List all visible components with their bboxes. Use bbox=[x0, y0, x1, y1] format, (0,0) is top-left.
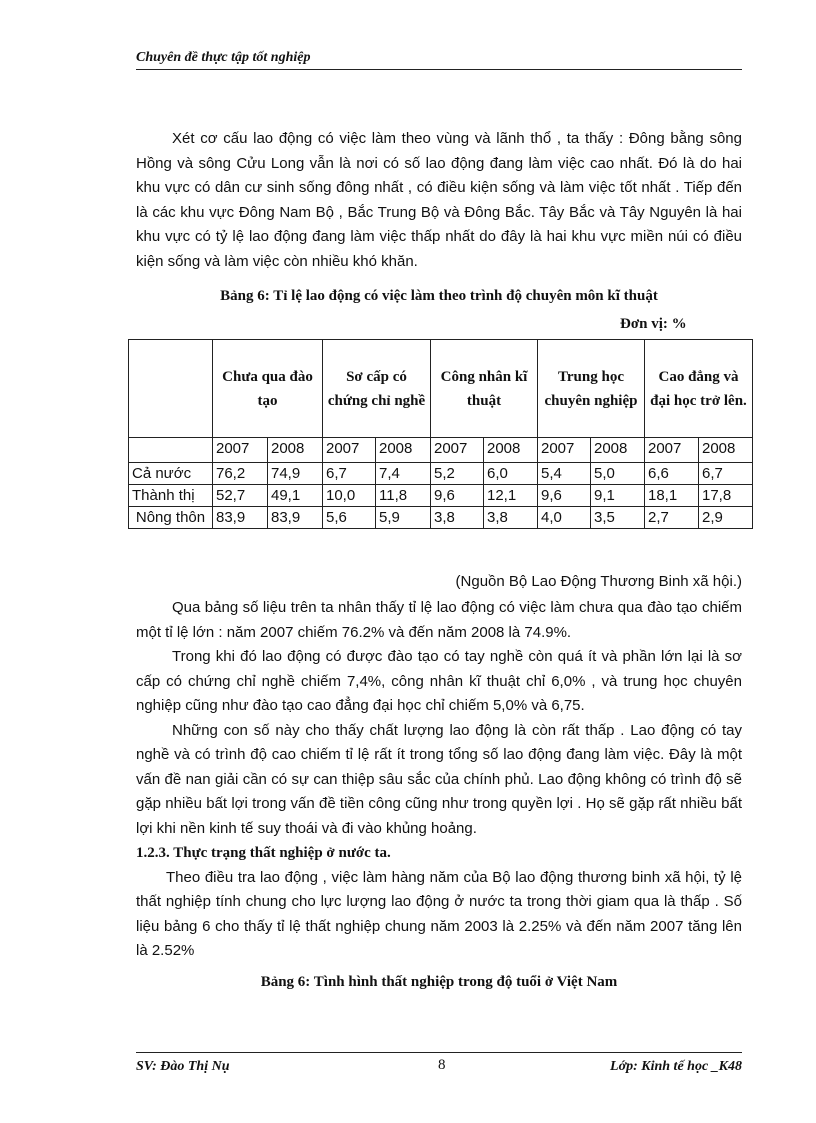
table-group-header-row bbox=[129, 340, 753, 438]
value-cell: 74,9 bbox=[268, 463, 323, 485]
year-cell: 2007 bbox=[323, 438, 376, 463]
paragraph-regional-structure: Xét cơ cấu lao động có việc làm theo vùng và lãnh thổ , ta thấy : Đông bằng sông Hồng và sông Cửu Long vẫn là nơi có số lao động đang làm việc cao nhất. Đó là do hai khu vực có dân cư sinh sống đông nhất , có điều kiện sống và làm việc tốt nhất . Tiếp đến là các khu vực Đông Nam Bộ , Bắc Trung Bộ và Đông Bắc. Tây Bắc và Tây Nguyên là hai khu vực có tỷ lệ lao động đang làm việc thấp nhất do đây là hai khu vực miền núi có điều kiện sống và làm việc còn nhiều khó khăn. bbox=[136, 130, 742, 270]
group-header: Sơ cấp có chứng chỉ nghề bbox=[323, 340, 431, 438]
table-corner-cell bbox=[129, 340, 213, 438]
paragraph-quality-assessment: Những con số này cho thấy chất lượng lao động là còn rất thấp . Lao động có tay nghề và có trình độ cao chiếm tỉ lệ rất ít trong tổng số lao động đang làm việc. Đây là một vấn đề nan giải cần có sự can thiệp sâu sắc của chính phủ. Lao động không có trình độ sẽ gặp nhiều bất lợi trong vấn đề tiền công cũng như trong quyền lợi . Họ sẽ gặp rất nhiều bất lợi khi nền kinh tế suy thoái và đi vào khủng hoảng. bbox=[136, 721, 742, 837]
year-cell: 2008 bbox=[268, 438, 323, 463]
table-year-row bbox=[129, 438, 753, 463]
year-cell: 2008 bbox=[484, 438, 538, 463]
year-cell: 2007 bbox=[538, 438, 591, 463]
section-heading: 1.2.3. Thực trạng thất nghiệp ở nước ta. bbox=[136, 845, 391, 861]
table1-unit: Đơn vị: % bbox=[620, 316, 687, 332]
row-label: Cả nước bbox=[129, 463, 213, 485]
group-header: Chưa qua đào tạo bbox=[213, 340, 323, 438]
paragraph-unemployment: Theo điều tra lao động , việc làm hàng năm của Bộ lao động thương binh xã hội, tỷ lệ thất nghiệp tính chung cho lực lượng lao động ở nước ta trong thời giam qua là thấp . Số liệu bảng 6 cho thấy tỉ lệ thất nghiệp chung năm 2003 là 2.25% và đến năm 2007 tăng lên là 2.52% bbox=[136, 868, 742, 959]
value-cell: 7,4 bbox=[376, 463, 431, 485]
intro-section bbox=[136, 127, 742, 274]
group-header: Trung học chuyên nghiệp bbox=[538, 340, 645, 438]
value-cell: 6,7 bbox=[699, 463, 753, 485]
value-cell: 83,9 bbox=[213, 507, 268, 529]
value-cell: 6,6 bbox=[645, 463, 699, 485]
value-cell: 5,6 bbox=[323, 507, 376, 529]
year-row-label bbox=[129, 438, 213, 463]
value-cell: 5,9 bbox=[376, 507, 431, 529]
value-cell: 2,9 bbox=[699, 507, 753, 529]
value-cell: 17,8 bbox=[699, 485, 753, 507]
student-name: SV: Đào Thị Nụ bbox=[136, 1059, 230, 1074]
value-cell: 4,0 bbox=[538, 507, 591, 529]
value-cell: 6,0 bbox=[484, 463, 538, 485]
table2-caption: Bảng 6: Tình hình thất nghiệp trong độ tuổi ở Việt Nam bbox=[260, 973, 618, 990]
value-cell: 52,7 bbox=[213, 485, 268, 507]
page-footer bbox=[136, 1052, 742, 1079]
paragraph-trained-share: Trong khi đó lao động có được đào tạo có tay nghề còn quá ít và phần lớn lại là sơ cấp có chứng chỉ nghề chiếm 7,4%, công nhân kĩ thuật chỉ 6,0% , và trung học chuyên nghiệp cũng như đào tạo cao đẳng đại học chỉ chiếm 5,0% và 6,75. bbox=[136, 648, 742, 714]
value-cell: 9,6 bbox=[538, 485, 591, 507]
table-row bbox=[129, 485, 753, 507]
page-header bbox=[136, 50, 742, 70]
value-cell: 3,8 bbox=[431, 507, 484, 529]
page-number: 8 bbox=[438, 1057, 446, 1073]
value-cell: 9,1 bbox=[591, 485, 645, 507]
value-cell: 5,2 bbox=[431, 463, 484, 485]
value-cell: 3,5 bbox=[591, 507, 645, 529]
value-cell: 5,4 bbox=[538, 463, 591, 485]
year-cell: 2007 bbox=[645, 438, 699, 463]
table-row bbox=[129, 507, 753, 529]
value-cell: 49,1 bbox=[268, 485, 323, 507]
value-cell: 5,0 bbox=[591, 463, 645, 485]
value-cell: 2,7 bbox=[645, 507, 699, 529]
year-cell: 2008 bbox=[376, 438, 431, 463]
analysis-section bbox=[136, 596, 742, 994]
row-label: Thành thị bbox=[129, 485, 213, 507]
table-row bbox=[129, 463, 753, 485]
table1-caption: Bảng 6: Tỉ lệ lao động có việc làm theo trình độ chuyên môn kĩ thuật bbox=[220, 288, 658, 304]
value-cell: 12,1 bbox=[484, 485, 538, 507]
document-title: Chuyên đề thực tập tốt nghiệp bbox=[136, 50, 311, 65]
year-cell: 2007 bbox=[431, 438, 484, 463]
paragraph-untrained-share: Qua bảng số liệu trên ta nhân thấy tỉ lệ lao động có việc làm chưa qua đào tạo chiếm một tỉ lệ lớn : năm 2007 chiếm 76.2% và đến năm 2008 là 74.9%. bbox=[136, 599, 742, 641]
value-cell: 3,8 bbox=[484, 507, 538, 529]
value-cell: 11,8 bbox=[376, 485, 431, 507]
row-label: Nông thôn bbox=[129, 507, 213, 529]
class-name: Lớp: Kinh tế học _K48 bbox=[610, 1059, 742, 1074]
year-cell: 2007 bbox=[213, 438, 268, 463]
employment-by-qualification-table bbox=[128, 339, 753, 529]
year-cell: 2008 bbox=[591, 438, 645, 463]
value-cell: 18,1 bbox=[645, 485, 699, 507]
table1-source: (Nguồn Bộ Lao Động Thương Binh xã hội.) bbox=[455, 573, 742, 590]
year-cell: 2008 bbox=[699, 438, 753, 463]
group-header: Cao đẳng và đại học trở lên. bbox=[645, 340, 753, 438]
value-cell: 6,7 bbox=[323, 463, 376, 485]
value-cell: 76,2 bbox=[213, 463, 268, 485]
value-cell: 10,0 bbox=[323, 485, 376, 507]
value-cell: 83,9 bbox=[268, 507, 323, 529]
value-cell: 9,6 bbox=[431, 485, 484, 507]
group-header: Công nhân kĩ thuật bbox=[431, 340, 538, 438]
